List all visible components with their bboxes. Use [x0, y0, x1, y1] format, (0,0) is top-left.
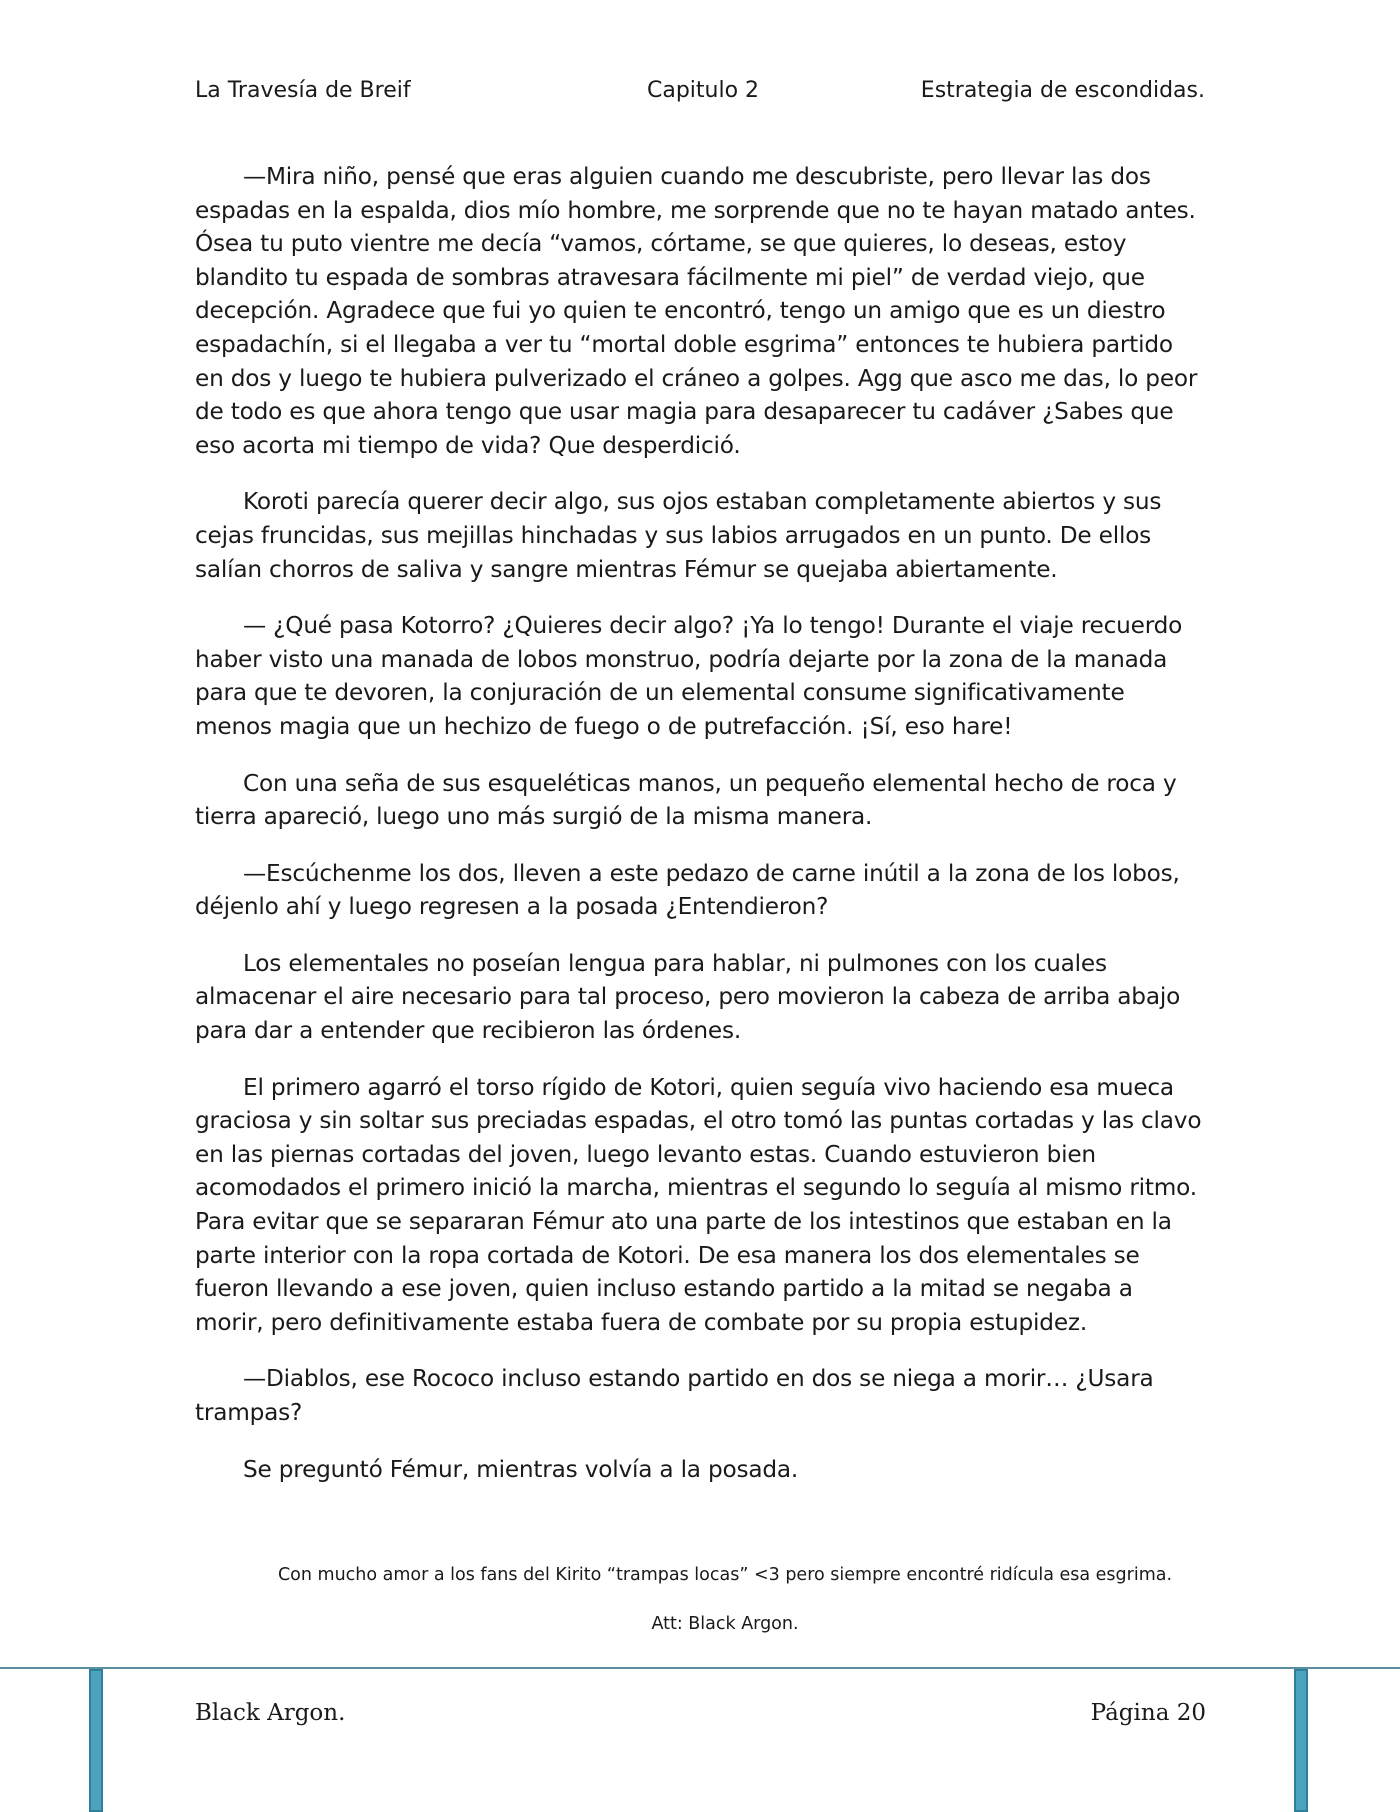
paragraph-5: —Escúchenme los dos, lleven a este pedazo de carne inútil a la zona de los lobos, déjenlo ahí y luego regresen a la posada ¿Entendieron? [195, 859, 1180, 921]
author-note: Con mucho amor a los fans del Kirito “trampas locas” <3 pero siempre encontré ridícula esa esgrima. [277, 1565, 1173, 1585]
paragraph-8: —Diablos, ese Rococo incluso estando partido en dos se niega a morir… ¿Usara trampas? [195, 1365, 1154, 1426]
paragraph-1: —Mira niño, pensé que eras alguien cuando me descubriste, pero llevar las dos espadas en la espalda, dios mío hombre, me sorprende que no te hayan matado antes. Ósea tu puto vientre me decía “vamos, córtame, se que quieres, lo deseas, estoy blandito tu espada de sombras atravesara fácilmente mi piel” de verdad viejo, que decepción. Agradece que fui yo quien te encontró, tengo un amigo que es un diestro espadachín, si el llegaba a ver tu “mortal doble esgrima” entonces te hubiera partido en dos y luego te hubiera pulverizado el cráneo a golpes. Agg que asco me das, lo peor de todo es que ahora tengo que usar magia para desaparecer tu cadáver ¿Sabes que eso acorta mi tiempo de vida? Que desperdició. [195, 163, 1198, 459]
page-header [195, 78, 1205, 118]
paragraph-9: Se preguntó Fémur, mientras volvía a la posada. [243, 1455, 799, 1483]
paragraph-6: Los elementales no poseían lengua para hablar, ni pulmones con los cuales almacenar el aire necesario para tal proceso, pero movieron la cabeza de arriba abajo para dar a entender que recibieron las órdenes. [195, 949, 1181, 1045]
footer-divider [0, 1667, 1400, 1669]
author-signature: Att: Black Argon. [651, 1614, 799, 1634]
paragraph-2: Koroti parecía querer decir algo, sus ojos estaban completamente abiertos y sus cejas fruncidas, sus mejillas hinchadas y sus labios arrugados en un punto. De ellos salían chorros de saliva y sangre mientras Fémur se quejaba abiertamente. [195, 488, 1162, 583]
paragraph-7: El primero agarró el torso rígido de Kotori, quien seguía vivo haciendo esa mueca graciosa y sin soltar sus preciadas espadas, el otro tomó las puntas cortadas y las clavo en las piernas cortadas del joven, luego levanto estas. Cuando estuvieron bien acomodados el primero inició la marcha, mientras el segundo lo seguía al mismo ritmo. Para evitar que se separaran Fémur ato una parte de los intestinos que estaban en la parte interior con la ropa cortada de Kotori. De esa manera los dos elementales se fueron llevando a ese joven, quien incluso estando partido a la mitad se negaba a morir, pero definitivamente estaba fuera de combate por su propia estupidez. [195, 1073, 1202, 1336]
footer-author: Black Argon. [195, 1700, 346, 1726]
body-text [195, 160, 1205, 1509]
footer-bar-right [1294, 1669, 1308, 1812]
header-chapter: Capitulo 2 [647, 78, 760, 103]
paragraph-3: — ¿Qué pasa Kotorro? ¿Quieres decir algo? ¡Ya lo tengo! Durante el viaje recuerdo haber visto una manada de lobos monstruo, podría dejarte por la zona de la manada para que te devoren, la conjuración de un elemental consume significativamente menos magia que un hechizo de fuego o de putrefacción. ¡Sí, eso hare! [195, 612, 1183, 740]
footer-page-number: Página 20 [1090, 1700, 1206, 1726]
footer-bar-left [89, 1669, 103, 1812]
header-chapter-title: Estrategia de escondidas. [920, 78, 1205, 103]
header-book-title: La Travesía de Breif [195, 78, 411, 103]
paragraph-4: Con una seña de sus esqueléticas manos, un pequeño elemental hecho de roca y tierra apareció, luego uno más surgió de la misma manera. [195, 769, 1177, 831]
